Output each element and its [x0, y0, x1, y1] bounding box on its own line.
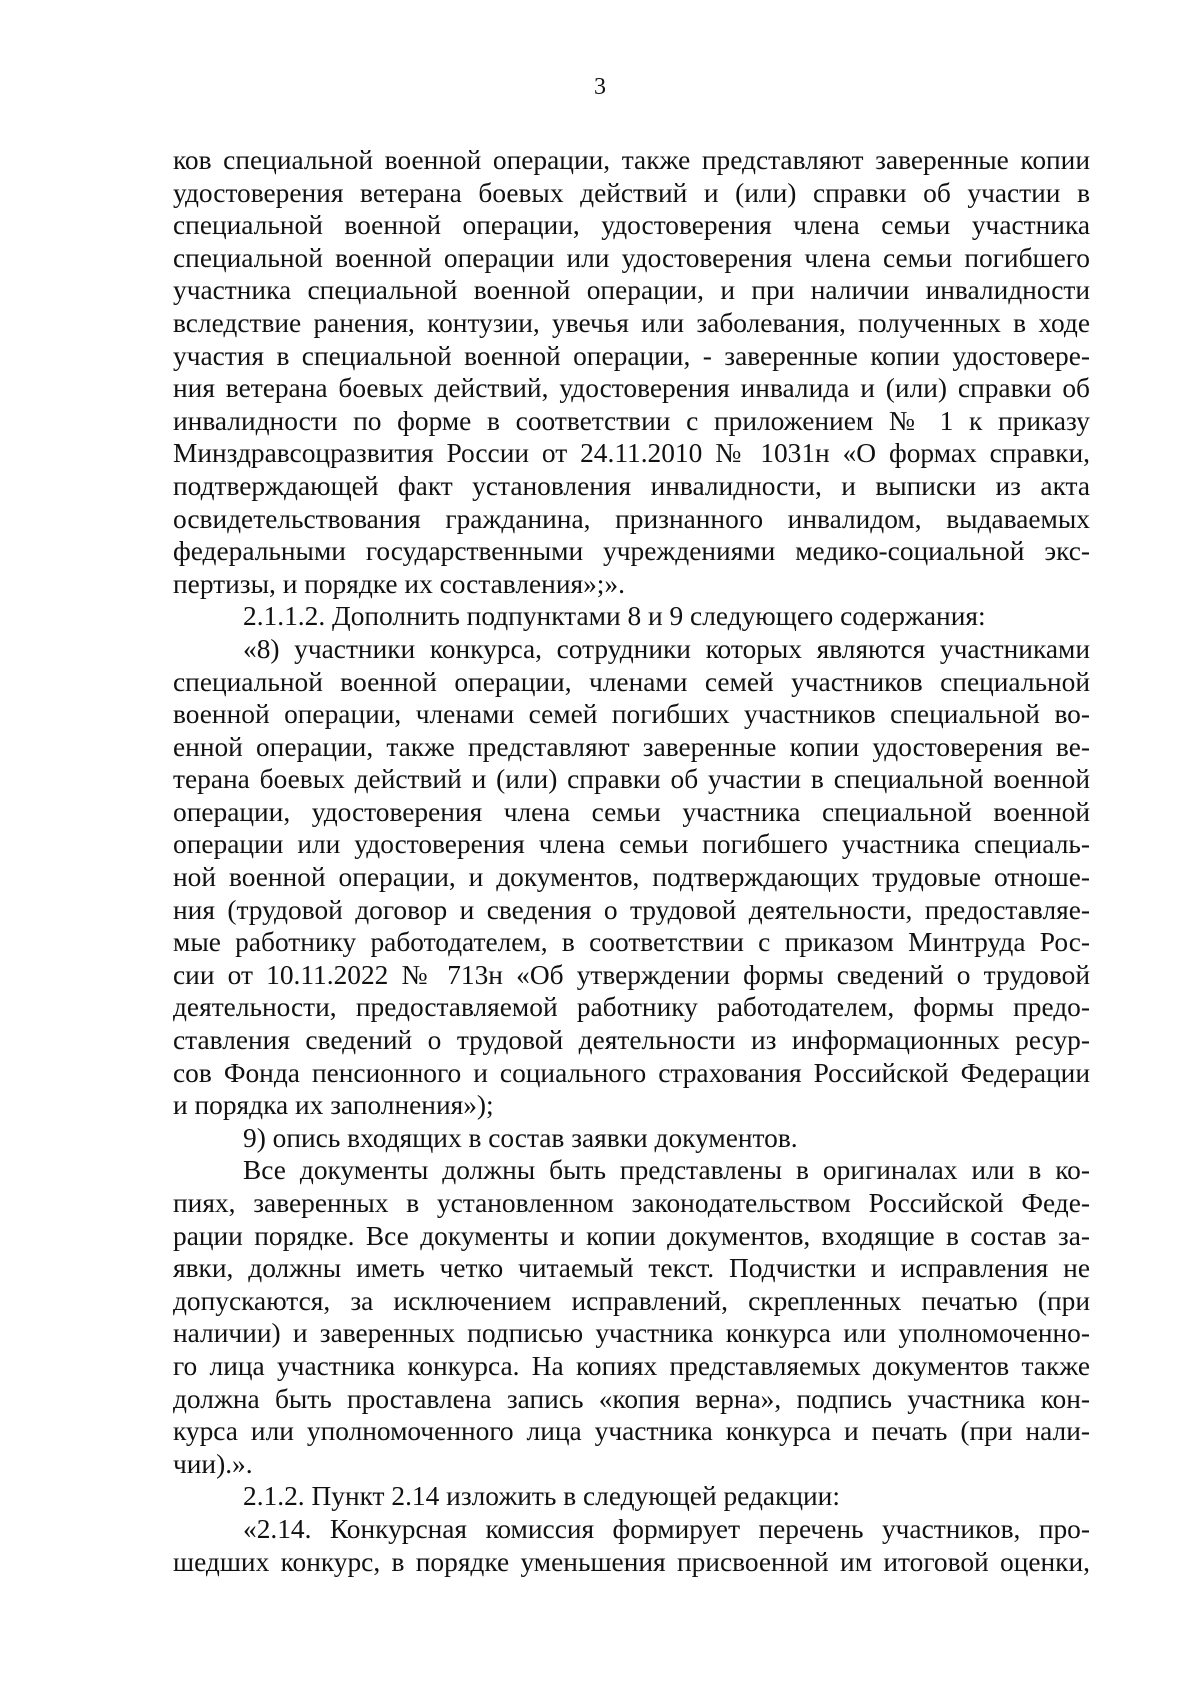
- text-line: допускаются, за исключением исправлений, скрепленных печатью (при: [173, 1285, 1090, 1316]
- text-line: наличии) и заверенных подписью участника конкурса или уполномоченно-: [173, 1318, 1090, 1349]
- text-line: сии от 10.11.2022 № 713н «Об утверждении формы сведений о трудовой: [173, 959, 1090, 990]
- text-line: явки, должны иметь четко читаемый текст. Подчистки и исправления не: [173, 1253, 1090, 1284]
- text-line: чии).».: [173, 1448, 253, 1479]
- text-line: ния (трудовой договор и сведения о трудовой деятельности, предоставляе-: [173, 894, 1090, 925]
- text-line: мые работнику работодателем, в соответствии с приказом Минтруда Рос-: [173, 927, 1090, 958]
- text-line: шедших конкурс, в порядке уменьшения присвоенной им итоговой оценки,: [173, 1546, 1090, 1577]
- text-line: вследствие ранения, контузии, увечья или заболевания, полученных в ходе: [173, 307, 1090, 338]
- text-line: ной военной операции, и документов, подтверждающих трудовые отноше-: [173, 862, 1090, 893]
- document-body-text: [173, 144, 1090, 1578]
- text-line: деятельности, предоставляемой работнику работодателем, формы предо-: [173, 992, 1090, 1023]
- text-line: операции, удостоверения члена семьи участника специальной военной: [173, 796, 1090, 827]
- text-line: участника специальной военной операции, и при наличии инвалидности: [173, 275, 1090, 306]
- text-line: енной операции, также представляют заверенные копии удостоверения ве-: [173, 731, 1090, 762]
- text-line: терана боевых действий и (или) справки об участии в специальной военной: [173, 764, 1090, 795]
- text-line: освидетельствования гражданина, признанного инвалидом, выдаваемых: [173, 503, 1090, 534]
- text-line: специальной военной операции или удостоверения члена семьи погибшего: [173, 242, 1090, 273]
- text-line: «8) участники конкурса, сотрудники которых являются участниками: [243, 633, 1090, 664]
- page-number: 3: [594, 74, 606, 100]
- text-line: курса или уполномоченного лица участника конкурса и печать (при нали-: [173, 1416, 1090, 1447]
- text-line: 9) опись входящих в состав заявки документов.: [243, 1122, 798, 1153]
- text-line: Минздравсоцразвития России от 24.11.2010 № 1031н «О формах справки,: [173, 438, 1090, 469]
- text-line: должна быть проставлена запись «копия верна», подпись участника кон-: [173, 1383, 1090, 1414]
- text-line: пертизы, и порядке их составления»;».: [173, 568, 625, 599]
- text-line: удостоверения ветерана боевых действий и (или) справки об участии в: [173, 177, 1090, 208]
- text-line: подтверждающей факт установления инвалидности, и выписки из акта: [173, 470, 1090, 501]
- text-line: военной операции, членами семей погибших участников специальной во-: [173, 699, 1090, 730]
- text-line: операции или удостоверения члена семьи погибшего участника специаль-: [173, 829, 1090, 860]
- text-line: специальной военной операции, удостоверения члена семьи участника: [173, 210, 1090, 241]
- text-line: рации порядке. Все документы и копии документов, входящие в состав за-: [173, 1220, 1090, 1251]
- text-line: пиях, заверенных в установленном законодательством Российской Феде-: [173, 1188, 1090, 1218]
- text-line: го лица участника конкурса. На копиях представляемых документов также: [173, 1350, 1090, 1381]
- text-line: «2.14. Конкурсная комиссия формирует перечень участников, про-: [243, 1513, 1090, 1544]
- text-line: специальной военной операции, членами семей участников специальной: [173, 666, 1090, 697]
- text-line: федеральными государственными учреждениями медико-социальной экс-: [173, 536, 1090, 567]
- text-line: 2.1.2. Пункт 2.14 изложить в следующей редакции:: [243, 1481, 840, 1512]
- text-line: ния ветерана боевых действий, удостоверения инвалида и (или) справки об: [173, 373, 1090, 404]
- text-line: участия в специальной военной операции, - заверенные копии удостовере-: [173, 340, 1090, 371]
- text-line: и порядка их заполнения»);: [173, 1090, 494, 1121]
- text-line: ков специальной военной операции, также представляют заверенные копии: [173, 145, 1090, 175]
- text-line: ставления сведений о трудовой деятельности из информационных ресур-: [173, 1025, 1090, 1056]
- text-line: инвалидности по форме в соответствии с приложением № 1 к приказу: [173, 405, 1090, 436]
- text-line: Все документы должны быть представлены в оригиналах или в ко-: [243, 1155, 1090, 1186]
- text-line: 2.1.1.2. Дополнить подпунктами 8 и 9 следующего содержания:: [243, 601, 986, 632]
- text-line: сов Фонда пенсионного и социального страхования Российской Федерации: [173, 1057, 1090, 1088]
